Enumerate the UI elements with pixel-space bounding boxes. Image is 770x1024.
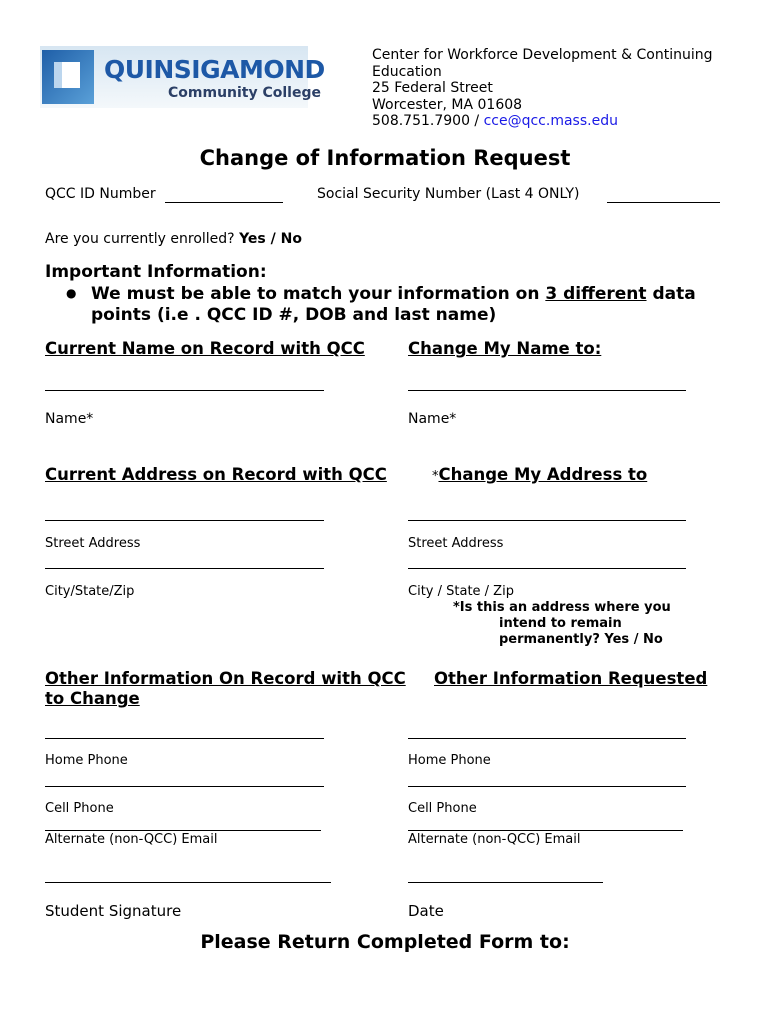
ssn-label: Social Security Number (Last 4 ONLY) <box>317 186 580 202</box>
city-address: Worcester, MA 01608 <box>372 96 523 113</box>
current-cell-phone-label: Cell Phone <box>45 801 114 816</box>
current-address-heading: Current Address on Record with QCC <box>45 465 387 484</box>
enrolled-options[interactable]: Yes / No <box>239 231 302 247</box>
phone-number: 508.751.7900 / <box>372 113 484 129</box>
other-info-requested-heading: Other Information Requested <box>434 669 708 688</box>
new-cell-phone-field[interactable] <box>408 786 686 787</box>
college-logo <box>40 46 325 108</box>
permanent-note-line1: *Is this an address where you <box>453 600 671 615</box>
email-link[interactable]: cce@qcc.mass.edu <box>483 113 618 129</box>
current-email-field[interactable] <box>45 830 321 831</box>
new-email-label: Alternate (non-QCC) Email <box>408 832 581 847</box>
other-info-heading-line1: Other Information On Record with QCC <box>45 669 406 688</box>
current-city-label: City/State/Zip <box>45 584 135 599</box>
current-email-label: Alternate (non-QCC) Email <box>45 832 218 847</box>
new-street-field[interactable] <box>408 520 686 521</box>
current-home-phone-label: Home Phone <box>45 753 128 768</box>
logo-subtitle: Community College <box>168 85 321 101</box>
bullet-emphasis: 3 different <box>545 284 647 304</box>
other-info-heading-line2: to Change <box>45 689 140 708</box>
new-home-phone-label: Home Phone <box>408 753 491 768</box>
permanent-note-line2: intend to remain <box>499 616 622 631</box>
date-label: Date <box>408 902 444 920</box>
contact-line <box>372 113 712 130</box>
org-line-2: Education <box>372 63 442 80</box>
permanent-note-line3[interactable]: permanently? Yes / No <box>499 632 663 647</box>
new-cell-phone-label: Cell Phone <box>408 801 477 816</box>
new-name-label: Name* <box>408 411 457 427</box>
important-heading: Important Information: <box>45 262 267 282</box>
bullet-icon: ● <box>66 286 77 300</box>
ssn-field[interactable] <box>607 202 720 203</box>
change-address-heading: Change My Address to <box>438 465 648 484</box>
qcc-id-label: QCC ID Number <box>45 186 156 202</box>
org-line-1: Center for Workforce Development & Continuing <box>372 47 713 63</box>
street-address: 25 Federal Street <box>372 80 493 96</box>
current-name-label: Name* <box>45 411 94 427</box>
return-heading: Please Return Completed Form to: <box>200 931 570 953</box>
new-home-phone-field[interactable] <box>408 738 686 739</box>
qcc-id-field[interactable] <box>165 202 283 203</box>
current-home-phone-field[interactable] <box>45 738 324 739</box>
current-name-field[interactable] <box>45 390 324 391</box>
bullet-text-2: data <box>646 284 696 304</box>
current-name-heading: Current Name on Record with QCC <box>45 339 365 358</box>
date-field[interactable] <box>408 882 603 883</box>
current-street-field[interactable] <box>45 520 324 521</box>
new-street-label: Street Address <box>408 536 504 551</box>
current-street-label: Street Address <box>45 536 141 551</box>
important-bullet-line1 <box>91 284 696 304</box>
change-address-heading-row <box>432 465 647 484</box>
important-bullet-line2: points (i.e . QCC ID #, DOB and last name) <box>91 305 497 325</box>
change-name-heading: Change My Name to: <box>408 339 602 358</box>
current-cell-phone-field[interactable] <box>45 786 324 787</box>
new-city-field[interactable] <box>408 568 686 569</box>
signature-label: Student Signature <box>45 902 182 920</box>
page-title: Change of Information Request <box>199 146 571 170</box>
header-address <box>372 47 712 130</box>
enrolled-question: Are you currently enrolled? <box>45 231 235 247</box>
new-name-field[interactable] <box>408 390 686 391</box>
enrolled-row <box>45 231 302 247</box>
new-email-field[interactable] <box>408 830 683 831</box>
logo-name: QUINSIGAMOND <box>104 55 325 84</box>
signature-field[interactable] <box>45 882 331 883</box>
new-city-label: City / State / Zip <box>408 584 514 599</box>
change-address-asterisk: * <box>432 469 439 484</box>
bullet-text-1: We must be able to match your information on <box>91 284 546 304</box>
current-city-field[interactable] <box>45 568 324 569</box>
